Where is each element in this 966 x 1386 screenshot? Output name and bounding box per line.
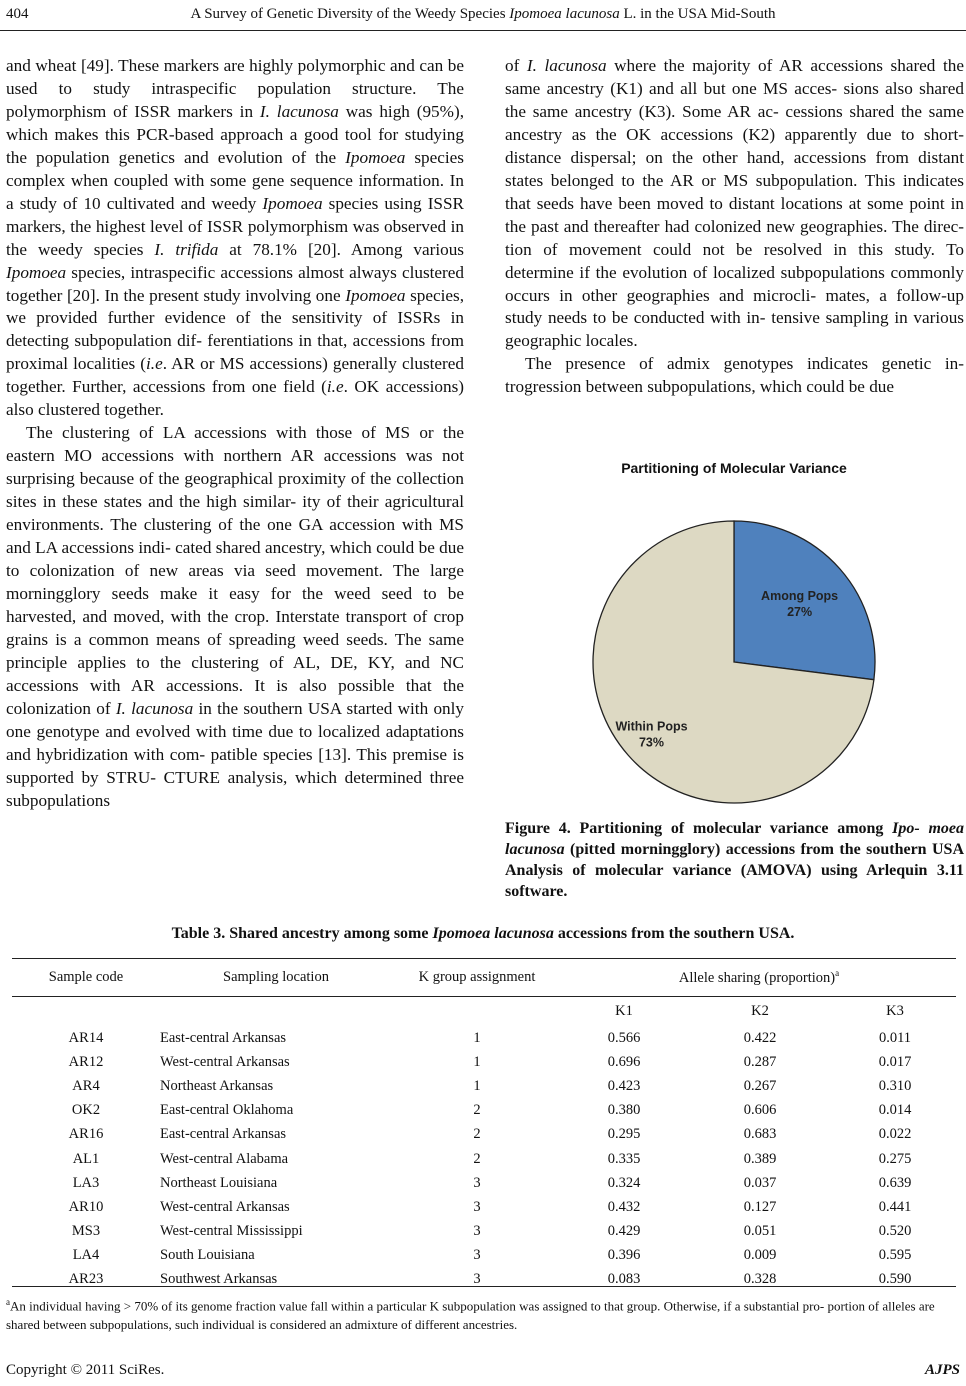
cell-sample-code: LA3 (72, 1174, 100, 1191)
cell-k-group: 3 (473, 1174, 481, 1191)
cell-k3: 0.310 (878, 1077, 912, 1094)
cell-sampling-location: East-central Arkansas (160, 1126, 287, 1143)
cell-k-group: 1 (473, 1077, 481, 1094)
cell-sample-code: MS3 (71, 1223, 101, 1240)
table-row (12, 1099, 956, 1123)
cell-k-group: 1 (473, 1029, 481, 1046)
cell-sampling-location: South Louisiana (160, 1247, 255, 1264)
cell-k1: 0.324 (607, 1174, 641, 1191)
journal-abbrev: AJPS (924, 1362, 960, 1378)
cell-k1: 0.423 (607, 1077, 641, 1094)
cell-k-group: 2 (473, 1102, 481, 1119)
left-column (6, 55, 464, 812)
cell-k-group: 2 (473, 1126, 481, 1143)
cell-k3: 0.595 (878, 1247, 912, 1264)
cell-sample-code: LA4 (72, 1247, 100, 1264)
cell-k-group: 3 (473, 1247, 481, 1264)
cell-k3: 0.590 (878, 1271, 912, 1288)
cell-k3: 0.275 (878, 1150, 912, 1167)
page-number: 404 (6, 6, 29, 22)
cell-k2: 0.606 (743, 1102, 777, 1119)
cell-sampling-location: Southwest Arkansas (160, 1271, 278, 1288)
paragraph: The presence of admix genotypes indicates genetic in- trogression between subpopulations, which could be due (505, 354, 964, 397)
cell-sample-code: AR16 (68, 1126, 104, 1143)
table-row (12, 1050, 956, 1074)
table-body (12, 1026, 956, 1292)
table-row (12, 1268, 956, 1292)
table-footnote: $^a$An individual having > 70% of its genome fraction value fall within a particular K subpopulation was assigned to that group. Otherwise, if a substantial pro- portion of alleles are shared between subpopulations, such individual is considered an admixture of different ancestries. (6, 1297, 935, 1333)
page-footer (6, 1362, 960, 1379)
cell-k2: 0.037 (743, 1174, 777, 1191)
col-header-k3: K3 (886, 1002, 904, 1019)
table-row (12, 1123, 956, 1147)
cell-sample-code: AL1 (72, 1150, 100, 1167)
cell-sample-code: AR10 (68, 1198, 104, 1215)
cell-k2: 0.287 (743, 1053, 777, 1070)
figure-4-pie-chart (502, 452, 966, 812)
cell-k1: 0.566 (607, 1029, 641, 1046)
right-column (505, 55, 964, 399)
running-header (0, 0, 966, 31)
cell-k-group: 3 (473, 1271, 481, 1288)
cell-k1: 0.396 (607, 1247, 641, 1264)
cell-k2: 0.267 (743, 1077, 777, 1094)
col-header-k-group: K group assignment (418, 968, 536, 985)
cell-k3: 0.639 (878, 1174, 912, 1191)
cell-k1: 0.083 (607, 1271, 641, 1288)
table-row (12, 1026, 956, 1050)
table-row (12, 1074, 956, 1098)
slice-value-label: 27% (787, 605, 813, 620)
chart-title: Partitioning of Molecular Variance (621, 460, 847, 476)
slice-label: Among Pops (761, 589, 839, 604)
cell-k3: 0.014 (878, 1102, 912, 1119)
cell-k-group: 2 (473, 1150, 481, 1167)
cell-k3: 0.441 (878, 1198, 912, 1215)
cell-sampling-location: Northeast Arkansas (160, 1077, 274, 1094)
slice-label: Within Pops (615, 719, 688, 734)
cell-k2: 0.127 (743, 1198, 777, 1215)
table-subheader-row (12, 996, 956, 1026)
cell-k-group: 3 (473, 1198, 481, 1215)
running-title: A Survey of Genetic Diversity of the Weedy Species Ipomoea lacunosa L. in the USA Mid-South (190, 6, 776, 22)
table-row (12, 1244, 956, 1268)
col-header-k1: K1 (615, 1002, 633, 1019)
cell-sampling-location: West-central Alabama (160, 1150, 289, 1167)
table-row (12, 1147, 956, 1171)
cell-k2: 0.389 (743, 1150, 777, 1167)
data-table (12, 958, 956, 1292)
copyright: Copyright © 2011 SciRes. (6, 1362, 165, 1378)
table-header-row (12, 958, 956, 996)
cell-k1: 0.432 (607, 1198, 641, 1215)
paragraph: The clustering of LA accessions with those of MS or the eastern MO accessions with northern AR accessions was not surprising because of the geographical proximity of the collection sites in these states and the high similar- ity of their agricultural environments. The clustering of the one GA accession with MS and LA accessions indi- cated shared ancestry, which could be due to colonization of new areas via seed movement. The large morningglory seeds make it easy for the weed seed to be harvested, and moved, with the crop. Interstate transport of crop grains is a common means of spreading weed seeds. The same principle applies to the clustering of AL, DE, KY, and NC accessions with AR accessions. It is also possible that the colonization of I. lacunosa in the southern USA started with only one genotype and evolved with time due to localized adaptations and hybridization with com- patible species [13]. This premise is supported by STRU- CTURE analysis, which determined three subpopulations (6, 423, 464, 810)
cell-k2: 0.422 (743, 1029, 777, 1046)
col-header-allele-sharing: Allele sharing (proportion)$^a$ (678, 967, 840, 986)
cell-sampling-location: Northeast Louisiana (160, 1174, 278, 1191)
figure-caption: Figure 4. Partitioning of molecular variance among Ipo- moea lacunosa (pitted morningglory) accessions from the southern USA Analysis of molecular variance (AMOVA) using Arlequin 3.11 software. (505, 820, 965, 900)
cell-k1: 0.295 (607, 1126, 641, 1143)
cell-k3: 0.022 (878, 1126, 912, 1143)
cell-sample-code: AR14 (68, 1029, 104, 1046)
paragraph: of I. lacunosa where the majority of AR accessions shared the same ancestry (K1) and all but one MS acces- sions also shared the same ancestry (K3). Some AR ac- cessions shared the same ancestry as the OK accessions (K2) apparently due to short-distance dispersal; on the other hand, accessions from distant states belonged to the AR or MS subpopulation. This indicates that seeds have been moved to distant locations at some point in the past and thereafter had colonized new geographies. The direc- tion of movement could not be resolved in this study. To determine if the evolution of localized subpopulations commonly occurs in other geographies and microcli- mates, a follow-up study needs to be conducted with in- tensive sampling in various geographic locales. (505, 56, 964, 351)
cell-k-group: 3 (473, 1223, 481, 1240)
cell-k2: 0.051 (743, 1223, 777, 1240)
cell-k3: 0.520 (878, 1223, 912, 1240)
paragraph: and wheat [49]. These markers are highly polymorphic and can be used to study intraspecific population structure. The polymorphism of ISSR markers in I. lacunosa was high (95%), which makes this PCR-based approach a good tool for studying the population genetics and evolution of the Ipomoea species complex when coupled with some gene sequence information. In a study of 10 cultivated and weedy Ipomoea species using ISSR markers, the highest level of ISSR polymorphism was observed in the weedy species I. trifida at 78.1% [20]. Among various Ipomoea species, intraspecific accessions almost always clustered together [20]. In the present study involving one Ipomoea species, we provided further evidence of the sensitivity of ISSRs in detecting subpopulation dif- ferentiations in that, accessions from proximal localities (i.e. AR or MS accessions) generally clustered together. Further, accessions from one field (i.e. OK accessions) also clustered together. (6, 56, 464, 420)
cell-sampling-location: West-central Mississippi (160, 1223, 303, 1240)
cell-k3: 0.017 (878, 1053, 912, 1070)
cell-sample-code: AR23 (68, 1271, 104, 1288)
table-row (12, 1171, 956, 1195)
slice-value-label: 73% (638, 735, 665, 750)
col-header-k2: K2 (751, 1002, 769, 1019)
cell-k2: 0.009 (743, 1247, 777, 1264)
table-row (12, 1195, 956, 1219)
cell-k1: 0.380 (607, 1102, 641, 1119)
cell-k3: 0.011 (878, 1029, 912, 1046)
cell-sample-code: AR4 (72, 1077, 100, 1094)
cell-sample-code: OK2 (71, 1102, 101, 1119)
cell-sampling-location: East-central Oklahoma (160, 1102, 294, 1119)
pie-svg (502, 452, 966, 812)
cell-k1: 0.335 (607, 1150, 641, 1167)
cell-sample-code: AR12 (68, 1053, 104, 1070)
cell-k-group: 1 (473, 1053, 481, 1070)
cell-k2: 0.328 (743, 1271, 777, 1288)
cell-k1: 0.696 (607, 1053, 641, 1070)
table-title: Table 3. Shared ancestry among some Ipomoea lacunosa accessions from the southern USA. (171, 925, 795, 942)
cell-sampling-location: West-central Arkansas (160, 1198, 290, 1215)
table-row (12, 1220, 956, 1244)
col-header-sampling-location: Sampling location (223, 968, 329, 985)
cell-k1: 0.429 (607, 1223, 641, 1240)
cell-k2: 0.683 (743, 1126, 777, 1143)
cell-sampling-location: West-central Arkansas (160, 1053, 290, 1070)
col-header-sample-code: Sample code (48, 968, 124, 985)
cell-sampling-location: East-central Arkansas (160, 1029, 287, 1046)
